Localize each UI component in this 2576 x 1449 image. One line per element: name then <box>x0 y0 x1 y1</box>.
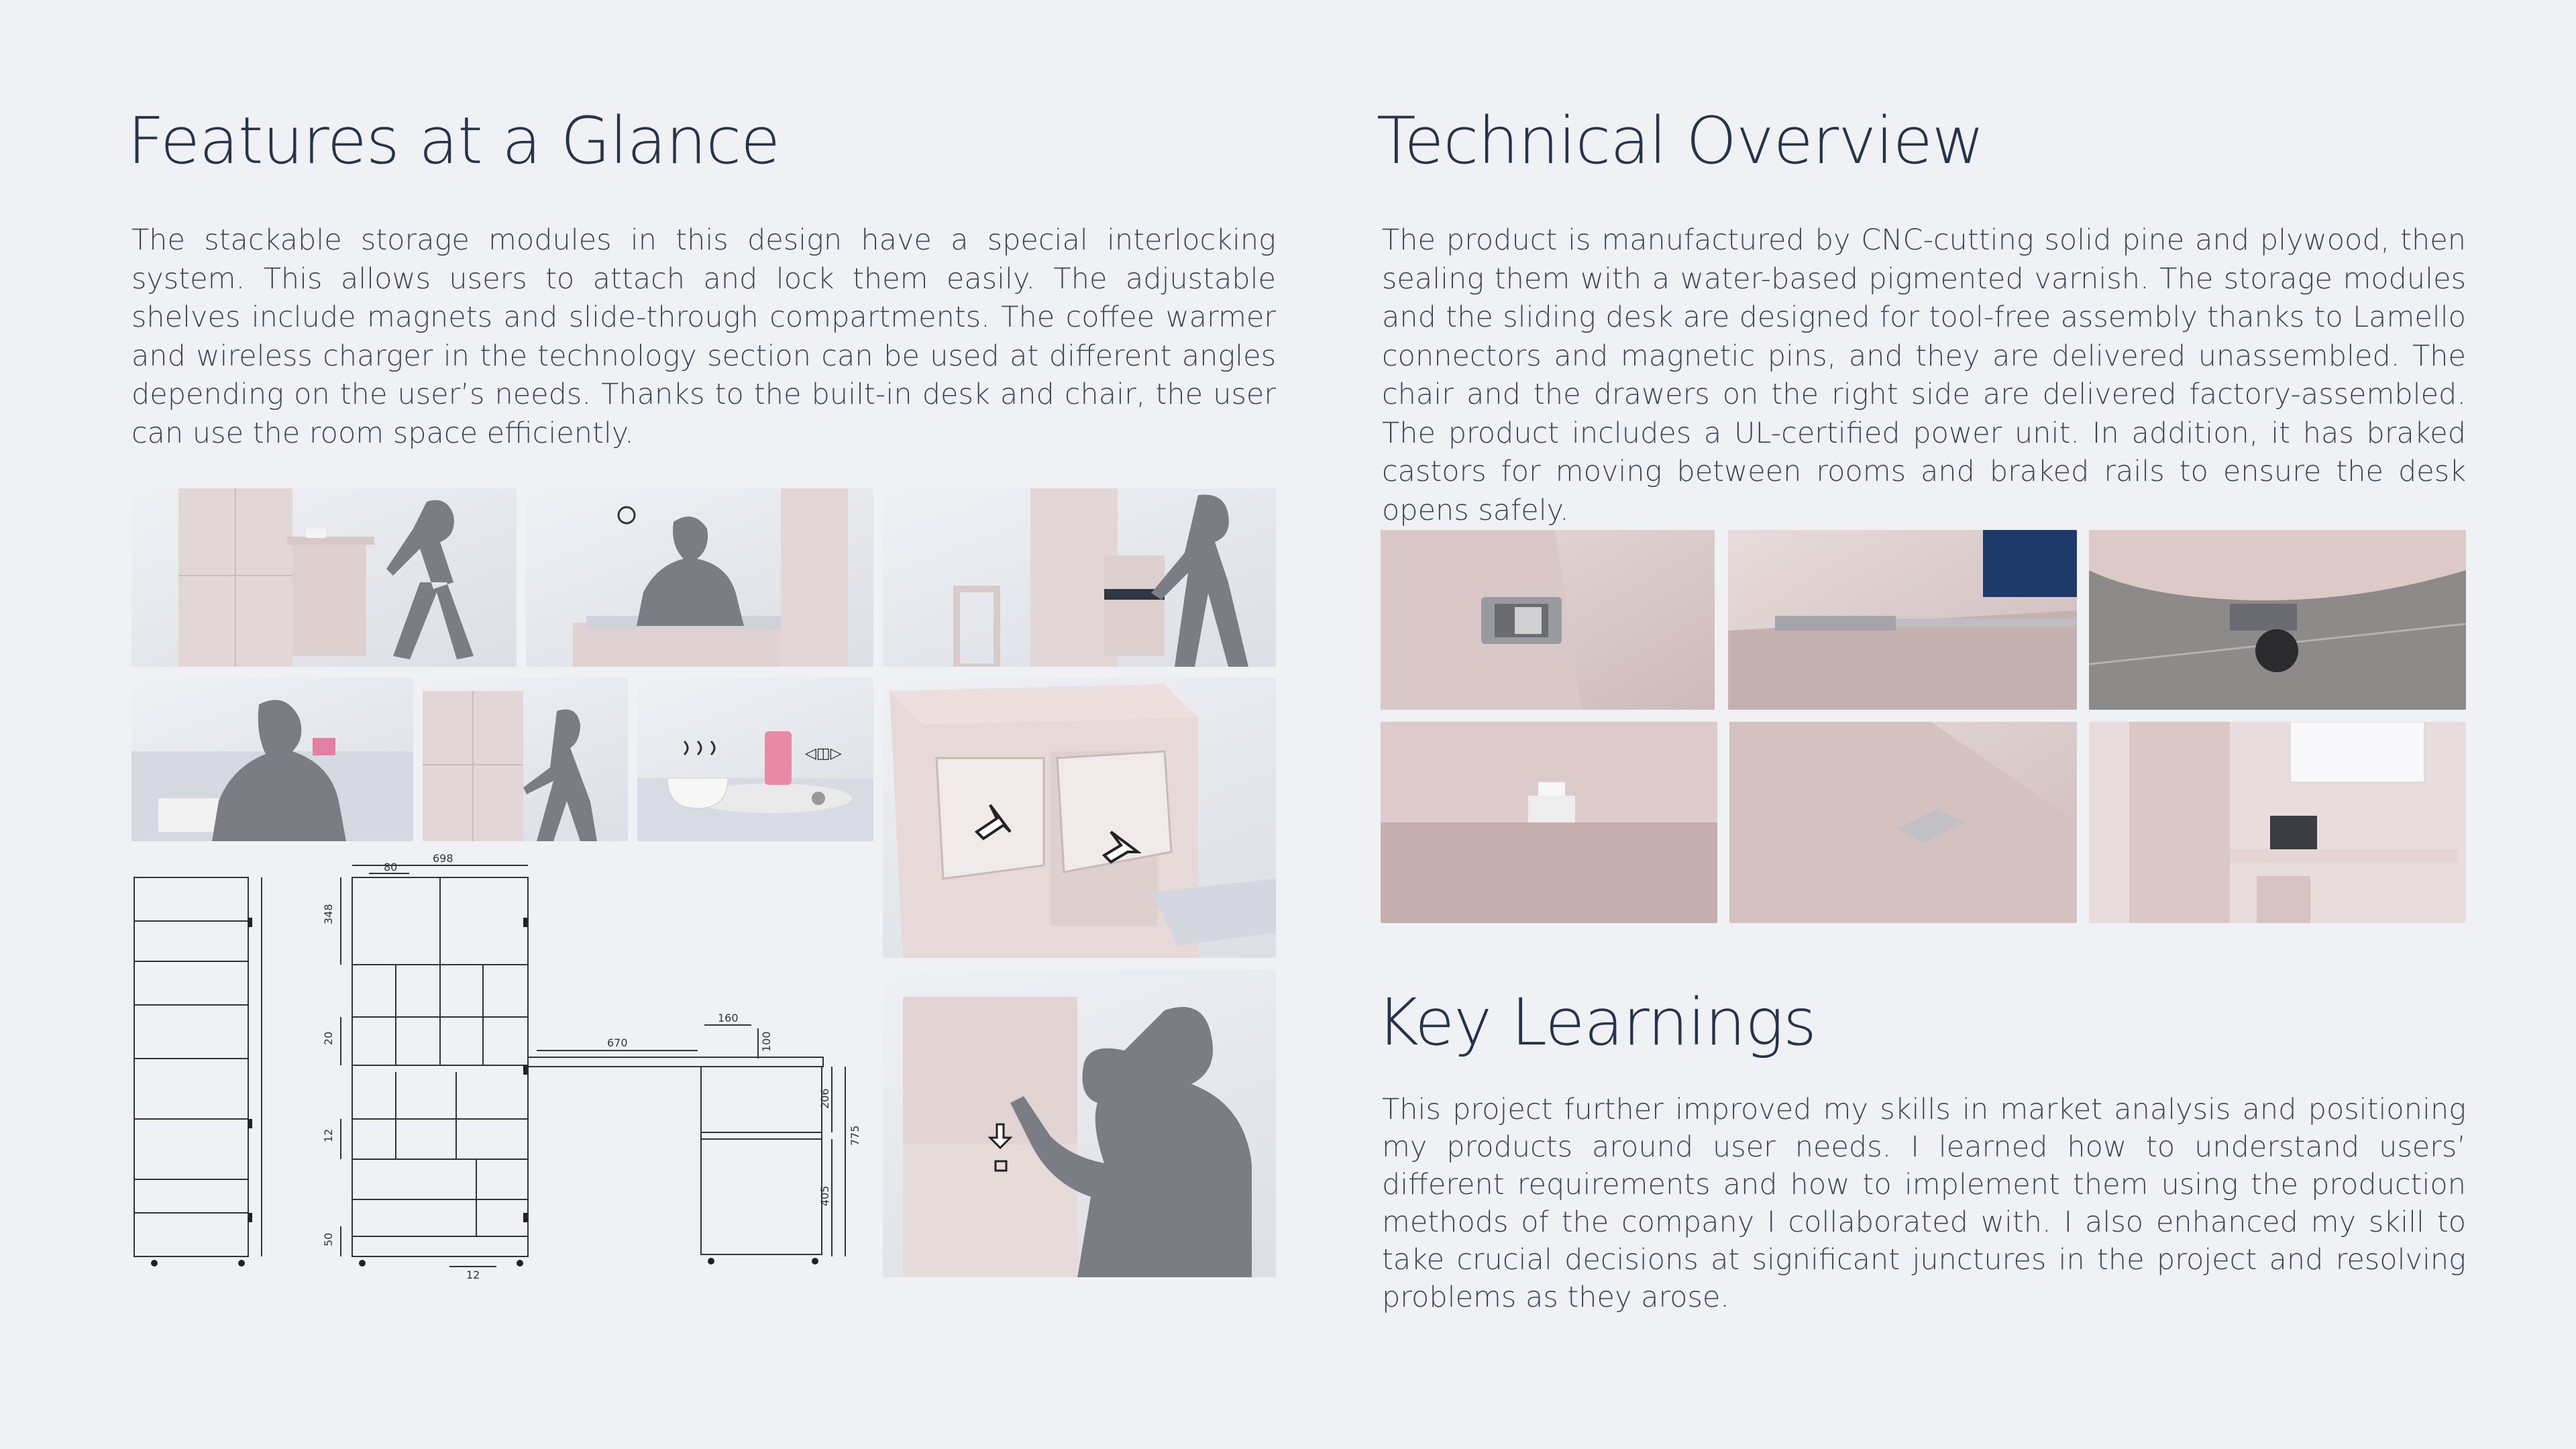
features-body: The stackable storage modules in this design have a special interlocking system. This allows users to attach and lock them easily. The adjustable shelves include magnets and slide-through compartments. The coffee warmer and wireless charger in the technology section can be used at different angles depending on the user’s needs. Thanks to the built-in desk and chair, the user can use the room space efficiently. <box>131 223 1276 450</box>
dim-50: 50 <box>322 1232 335 1246</box>
render-user-at-desk <box>526 488 873 667</box>
render-coffee-warmer-charger <box>637 678 873 841</box>
dim-160: 160 <box>718 1012 739 1024</box>
photo-lamello-connector <box>1381 530 1715 710</box>
technical-drawing <box>127 851 879 1280</box>
svg-text:◁◫▷: ◁◫▷ <box>805 745 842 762</box>
dim-12-bottom: 12 <box>466 1269 480 1280</box>
technical-title: Technical Overview <box>1377 103 1984 178</box>
learnings-title: Key Learnings <box>1377 985 1817 1060</box>
render-user-reading <box>131 678 413 841</box>
dim-698: 698 <box>433 852 453 865</box>
photo-desk-rail <box>1728 530 2077 710</box>
dim-80: 80 <box>384 861 398 873</box>
render-user-pulling-drawer <box>883 488 1276 667</box>
render-user-opening-desk <box>131 488 517 667</box>
dim-405: 405 <box>818 1185 831 1206</box>
dim-775: 775 <box>849 1125 861 1146</box>
dim-100: 100 <box>760 1031 773 1052</box>
features-title: Features at a Glance <box>127 103 780 178</box>
render-drawers-open <box>883 678 1276 958</box>
dim-348: 348 <box>322 904 335 924</box>
dim-670: 670 <box>607 1036 628 1049</box>
dim-206: 206 <box>818 1088 831 1109</box>
dim-20: 20 <box>322 1031 335 1045</box>
photo-magnetic-pin <box>1381 722 1717 923</box>
dim-12-side: 12 <box>322 1128 335 1142</box>
photo-braked-castor <box>2089 530 2466 710</box>
technical-body: The product is manufactured by CNC-cutting solid pine and plywood, then sealing them with a water-based pigmented varnish. The storage modules and the sliding desk are designed for tool-free assembly thanks to Lamello connectors and magnetic pins, and they are delivered unassembled. The chair and the drawers on the right side are delivered factory-assembled. The product includes a UL-certified power unit. In addition, it has braked castors for moving between rooms and braked rails to ensure the desk opens safely. <box>1382 223 2466 527</box>
learnings-body: This project further improved my skills in market analysis and positioning my products around user needs. I learned how to understand users’ different requirements and how to implement them using the production methods of the company I collaborated with. I also enhanced my skill to take crucial decisions at significant junctures in the project and resolving problems as they arose. <box>1382 1093 2466 1314</box>
photo-room-setup <box>2089 722 2466 923</box>
render-user-stacking-modules <box>423 678 628 841</box>
render-lifting-module <box>883 970 1276 1277</box>
photo-module-corner <box>1729 722 2077 923</box>
